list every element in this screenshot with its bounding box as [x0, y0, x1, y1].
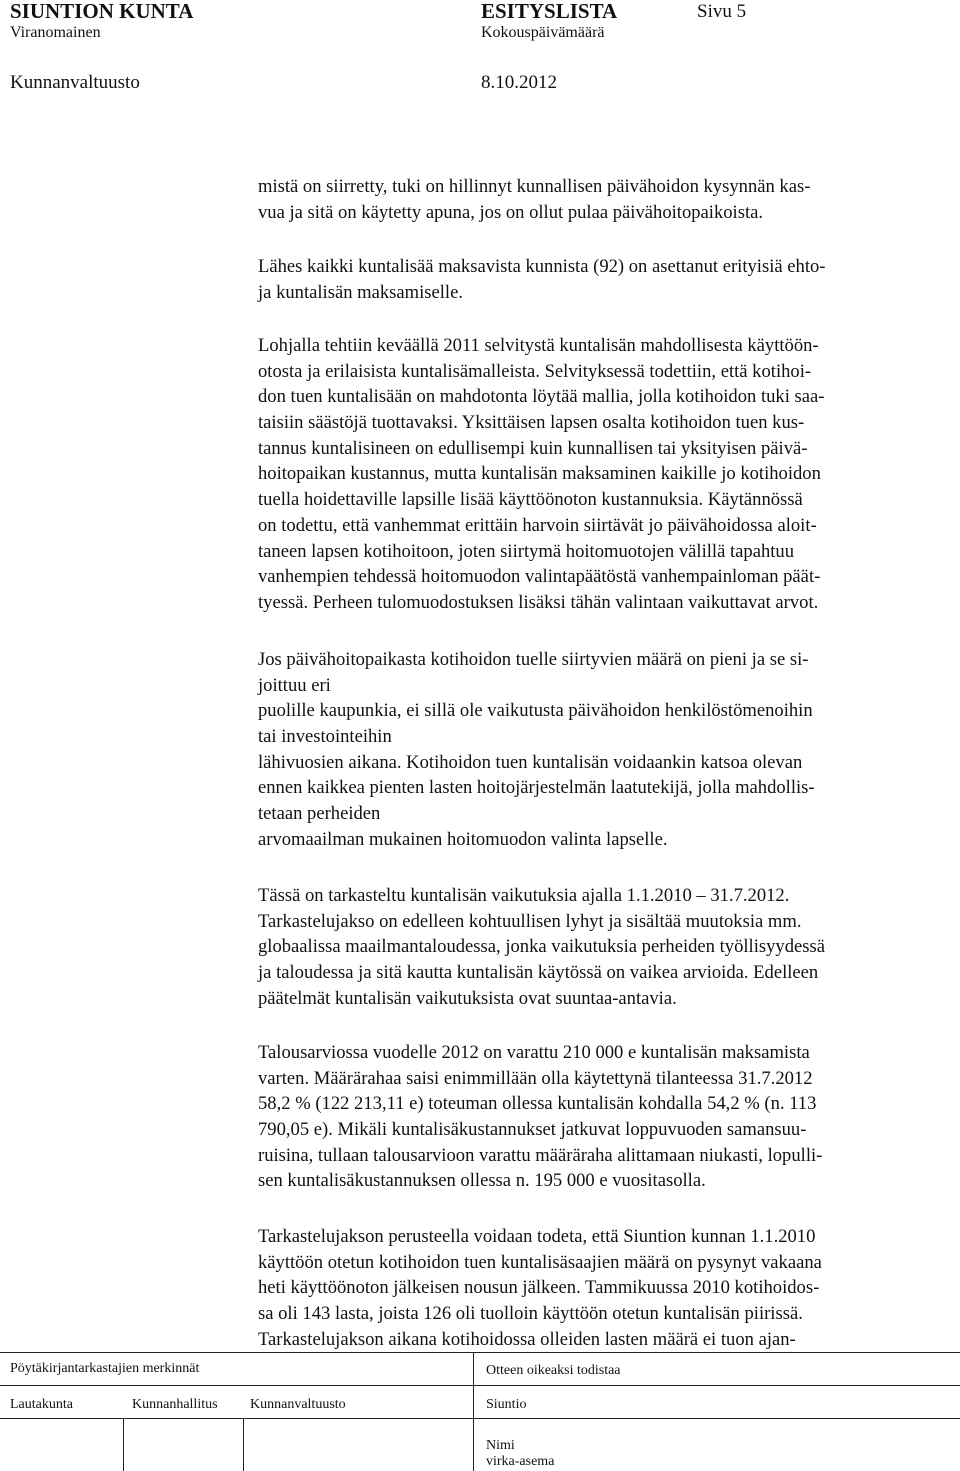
paragraph-line: taisiin säästöjä tuottavaksi. Yksittäisen lapsen osalta kotihoidon tuen kus- [258, 412, 805, 434]
paragraph-line: tuella hoidettaville lapsille lisää käyttöönoton kustannuksia. Käytännössä [258, 489, 803, 511]
paragraph-line: on todettu, että vanhemmat erittäin harvoin siirtävät jo päivähoidossa aloit- [258, 514, 817, 536]
signature-footer [0, 1352, 960, 1471]
paragraph-line: Lohjalla tehtiin keväällä 2011 selvitystä kuntalisän mahdollisesta käyttöön- [258, 335, 819, 356]
paragraph-line: arvomaailman mukainen hoitomuodon valinta lapselle. [258, 828, 668, 850]
certified-copy-label: Otteen oikeaksi todistaa [486, 1363, 621, 1378]
footer-council-label: Kunnanhallitus [132, 1397, 218, 1412]
paragraph-line: tetaan perheiden [258, 803, 381, 825]
municipality-name: SIUNTION KUNTA [10, 0, 194, 23]
paragraph-line: hoitopaikan kustannus, mutta kuntalisän maksaminen kaikille jo kotihoidon [258, 463, 821, 485]
paragraph-line: taneen lapsen kotihoitoon, joten siirtymä hoitomuotojen välillä tapahtuu [258, 540, 795, 562]
paragraph-line: ennen kaikkea pienten lasten hoitojärjestelmän laatutekijä, jolla mahdollis- [258, 777, 815, 799]
paragraph-line: käyttöön otetun kotihoidon tuen kuntalisäsaajien määrä on pysynyt vakaana [258, 1251, 822, 1273]
paragraph [258, 1040, 958, 1194]
footer-place: Siuntio [486, 1397, 527, 1412]
paragraph-line: ja kuntalisän maksamiselle. [258, 281, 463, 303]
paragraph-line: Tarkastelujakson aikana kotihoidossa olleiden lasten määrä ei tuon ajan- [258, 1328, 796, 1350]
paragraph-line: ja taloudessa ja sitä kautta kuntalisän käytössä on vaikea arvioida. Edelleen [258, 962, 819, 984]
authority-name: Kunnanvaltuusto [10, 72, 140, 93]
footer-name-label: Nimi [486, 1438, 515, 1453]
paragraph-line: puolille kaupunkia, ei sillä ole vaikutusta päivähoidon henkilöstömenoihin [258, 700, 813, 722]
paragraph-line: tai investointeihin [258, 726, 392, 748]
paragraph [258, 883, 958, 1011]
paragraph-line: mistä on siirretty, tuki on hillinnyt kunnallisen päivähoidon kysynnän kas- [258, 176, 811, 197]
inspectors-markings-label: Pöytäkirjantarkastajien merkinnät [10, 1361, 200, 1376]
paragraph-line: Lähes kaikki kuntalisää maksavista kunnista (92) on asettanut erityisiä ehto- [258, 256, 826, 277]
paragraph-line: don tuen kuntalisään on mahdotonta löytää mallia, jolla kotihoidon tuki saa- [258, 386, 825, 408]
paragraph-line: 790,05 e). Mikäli kuntalisäkustannukset jatkuvat loppuvuoden samansuu- [258, 1119, 807, 1141]
paragraph-line: Tarkastelujakson perusteella voidaan todeta, että Siuntion kunnan 1.1.2010 [258, 1226, 816, 1247]
footer-board-label: Lautakunta [10, 1397, 73, 1412]
paragraph [258, 333, 958, 616]
paragraph-line: tyessä. Perheen tulomuodostuksen lisäksi tähän valintaan vaikuttavat arvot. [258, 591, 819, 613]
paragraph-line: päätelmät kuntalisän vaikutuksista ovat suuntaa-antavia. [258, 987, 677, 1009]
paragraph-line: Tässä on tarkasteltu kuntalisän vaikutuksia ajalla 1.1.2010 – 31.7.2012. [258, 885, 790, 906]
authority-label: Viranomainen [10, 24, 101, 41]
footer-assembly-label: Kunnanvaltuusto [250, 1397, 346, 1412]
paragraph-line: Tarkastelujakso on edelleen kohtuullisen lyhyt ja sisältää muutoksia mm. [258, 910, 802, 932]
paragraph-line: lähivuosien aikana. Kotihoidon tuen kuntalisän voidaankin katsoa olevan [258, 751, 803, 773]
paragraph-line: tannus kuntalisineen on edullisempi kuin kunnallisen tai yksityisen päivä- [258, 437, 808, 459]
paragraph-line: heti käyttöönoton jälkeisen nousun jälkeen. Tammikuussa 2010 kotihoidos- [258, 1277, 820, 1299]
footer-title-label: virka-asema [486, 1454, 555, 1469]
meeting-date-label: Kokouspäivämäärä [481, 24, 605, 41]
meeting-date: 8.10.2012 [481, 72, 557, 93]
paragraph [258, 254, 958, 305]
paragraph-line: globaalissa maailmantaloudessa, jonka vaikutuksia perheiden työllisyydessä [258, 936, 825, 958]
paragraph-line: joittuu eri [258, 674, 331, 696]
paragraph-line: varten. Määrärahaa saisi enimmillään olla käytettynä tilanteessa 31.7.2012 [258, 1067, 813, 1089]
paragraph [258, 1224, 958, 1352]
paragraph-line: otosta ja erilaisista kuntalisämalleista. Selvityksessä todettiin, että kotihoi- [258, 360, 812, 382]
page-number: Sivu 5 [697, 1, 747, 22]
document-type: ESITYSLISTA [481, 0, 618, 23]
paragraph-line: sen kuntalisäkustannuksen ollessa n. 195 000 e vuositasolla. [258, 1170, 706, 1192]
paragraph-line: Jos päivähoitopaikasta kotihoidon tuelle siirtyvien määrä on pieni ja se si- [258, 649, 809, 670]
paragraph-line: vanhempien tehdessä hoitomuodon valintapäätöstä vanhempainloman päät- [258, 566, 821, 588]
paragraph [258, 647, 958, 853]
paragraph-line: Talousarviossa vuodelle 2012 on varattu 210 000 e kuntalisän maksamista [258, 1042, 810, 1063]
paragraph [258, 174, 958, 225]
paragraph-line: 58,2 % (122 213,11 e) toteuman ollessa kuntalisän kohdalla 54,2 % (n. 113 [258, 1093, 817, 1115]
paragraph-line: sa oli 143 lasta, joista 126 oli tuolloin käyttöön otetun kuntalisän piirissä. [258, 1303, 803, 1325]
paragraph-line: vua ja sitä on käytetty apuna, jos on ollut pulaa päivähoitopaikoista. [258, 201, 764, 223]
paragraph-line: ruisina, tullaan talousarvioon varattu määräraha alittamaan niukasti, lopulli- [258, 1144, 823, 1166]
